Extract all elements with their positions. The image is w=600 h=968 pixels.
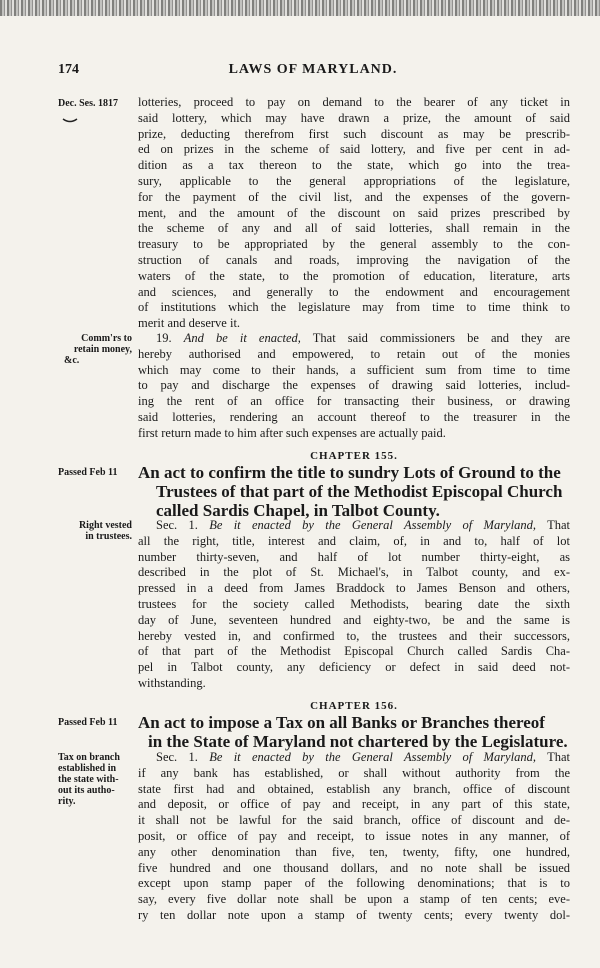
text-line: treasury to be appropriated by the general assembly to the con- bbox=[138, 237, 570, 252]
title-line: in the State of Maryland not chartered by the Legislature. bbox=[148, 732, 568, 751]
text-line: if any bank has established, or shall without authority from the bbox=[138, 765, 570, 780]
margin-passed-155: Passed Feb 11 bbox=[58, 467, 118, 478]
text-line: to pay and discharge the expenses of drawing said lotteries, includ- bbox=[138, 378, 570, 393]
text-line: withstanding. bbox=[138, 675, 206, 690]
text-line: of that part of the Methodist Episcopal Church called Sardis Cha- bbox=[138, 644, 570, 659]
text-line: sury, applicable to the general appropriations of the legislature, bbox=[138, 173, 570, 188]
margin-line: Right vested bbox=[78, 520, 132, 531]
margin-line: retain money, bbox=[73, 344, 132, 355]
text-line: and deposit, or office of pay and receipt, in any part of this state, bbox=[138, 797, 570, 812]
text-line: hereby authorised and empowered, to retain out of the monies bbox=[138, 346, 570, 361]
margin-session: Dec. Ses. 1817 bbox=[58, 98, 118, 109]
margin-line: in trustees. bbox=[85, 531, 132, 542]
running-title: LAWS OF MARYLAND. bbox=[228, 62, 398, 77]
section-label: Sec. 1. bbox=[156, 750, 198, 764]
chapter-156-heading: CHAPTER 156. bbox=[310, 700, 398, 712]
text-line: state first had and obtained, establish any branch, office of discount bbox=[138, 781, 570, 796]
page-header bbox=[58, 62, 568, 82]
text-line: except upon stamp paper of the following denominations; that is to bbox=[138, 876, 570, 891]
text-line: first return made to him after such expenses are actually paid. bbox=[138, 425, 446, 440]
margin-commrs bbox=[40, 333, 132, 366]
section-19 bbox=[138, 331, 570, 442]
text-line: pel in Talbot county, any deficiency or defect in said deed not- bbox=[138, 660, 570, 675]
text-line: prize, deducting therefrom first such discount as may be prescrib- bbox=[138, 126, 570, 141]
title-line: An act to impose a Tax on all Banks or Branches thereof bbox=[138, 713, 545, 732]
margin-passed-156: Passed Feb 11 bbox=[58, 717, 118, 728]
text-line: ry ten dollar note upon a stamp of twenty cents; every twenty dol- bbox=[138, 907, 570, 922]
chapter-155-heading: CHAPTER 155. bbox=[310, 450, 398, 462]
text-line: described in the plot of St. Michael's, in Talbot county, and ex- bbox=[138, 565, 570, 580]
text-line: five hundred and one thousand dollars, and no note shall be issued bbox=[138, 860, 570, 875]
text-line: ing the rent of an office for transacting their business, or drawing bbox=[138, 394, 570, 409]
text-line: the scheme of any and all of said lotteries, shall remain in the bbox=[138, 221, 570, 236]
text-line: all the right, title, interest and claim, of, in and to, half of lot bbox=[138, 533, 570, 548]
section-lottery-text bbox=[138, 95, 570, 332]
margin-line: &c. bbox=[64, 355, 80, 366]
enacting-clause: And be it enacted, bbox=[183, 331, 301, 345]
text-line: for the payment of the civil list, and the expenses of the govern- bbox=[138, 189, 570, 204]
text-fragment: That said commissioners be and they are bbox=[312, 331, 570, 345]
chapter-156-body bbox=[138, 750, 570, 924]
text-line: ed on prizes in the scheme of said lottery, and five per cent in ad- bbox=[138, 142, 570, 157]
enacting-clause: Be it enacted by the General Assembly of Maryland, bbox=[209, 750, 536, 764]
margin-tax-branch bbox=[58, 752, 136, 807]
section-first-line bbox=[138, 518, 570, 534]
text-line: said lotteries, rendering an account thereof to the treasurer in the bbox=[138, 409, 570, 424]
text-fragment: That bbox=[547, 750, 570, 764]
page-number: 174 bbox=[58, 62, 79, 77]
margin-line: established in bbox=[58, 763, 117, 774]
text-line: trustees for the society called Methodists, bearing date the sixth bbox=[138, 596, 570, 611]
text-line: pressed in a deed from James Braddock to James Benson and others, bbox=[138, 581, 570, 596]
chapter-156-title bbox=[138, 713, 570, 751]
text-line: waters of the state, to the promotion of education, literature, arts bbox=[138, 268, 570, 283]
chapter-155-title bbox=[138, 463, 570, 520]
scan-edge bbox=[0, 0, 600, 16]
text-line: ment, and the amount of the discount on said prizes prescribed by bbox=[138, 205, 570, 220]
margin-right-vested bbox=[40, 520, 132, 542]
margin-line: Tax on branch bbox=[58, 752, 120, 763]
text-line: dition as a tax thereon to the state, which go into the trea- bbox=[138, 158, 570, 173]
text-line: and sciences, and generally to the endowment and encouragement bbox=[138, 284, 570, 299]
section-19-first-line bbox=[138, 331, 570, 347]
section-label: Sec. 1. bbox=[156, 518, 198, 532]
text-line: lotteries, proceed to pay on demand to the bearer of any ticket in bbox=[138, 95, 570, 109]
title-line: Trustees of that part of the Methodist Episcopal Church bbox=[156, 482, 563, 501]
chapter-155-body bbox=[138, 518, 570, 692]
text-line: it shall not be lawful for the said branch, office of discount and de- bbox=[138, 813, 570, 828]
title-line: called Sardis Chapel, in Talbot County. bbox=[156, 501, 440, 520]
title-line: An act to confirm the title to sundry Lots of Ground to the bbox=[138, 463, 561, 482]
text-line: said lottery, which may have drawn a prize, the amount of said bbox=[138, 110, 570, 125]
text-line: which may come to their hands, a sufficient sum from time to time bbox=[138, 362, 570, 377]
margin-line: Comm'rs to bbox=[81, 333, 132, 344]
section-first-line bbox=[138, 750, 570, 766]
text-line: struction of canals and roads, improving the navigation of the bbox=[138, 252, 570, 267]
section-number: 19. bbox=[156, 331, 172, 345]
text-line: number thirty-seven, and half of lot number thirty-eight, as bbox=[138, 549, 570, 564]
margin-line: rity. bbox=[58, 796, 76, 807]
text-line: posit, or office of pay and receipt, to issue notes in any manner, of bbox=[138, 828, 570, 843]
margin-line: out its autho- bbox=[58, 785, 115, 796]
text-line: hereby vested in, and confirmed to, the trustees and their successors, bbox=[138, 628, 570, 643]
text-line: any other denomination than five, ten, twenty, fifty, one hundred, bbox=[138, 844, 570, 859]
text-fragment: That bbox=[547, 518, 570, 532]
text-line: of institutions which the legislature may from time to time think to bbox=[138, 300, 570, 315]
margin-line: the state with- bbox=[58, 774, 119, 785]
enacting-clause: Be it enacted by the General Assembly of Maryland, bbox=[209, 518, 536, 532]
text-line: day of June, seventeen hundred and eighty-two, be and the same is bbox=[138, 612, 570, 627]
text-line: say, every five dollar note shall be upon a stamp of ten cents; eve- bbox=[138, 892, 570, 907]
bracket-mark bbox=[62, 118, 78, 124]
text-line: merit and deserve it. bbox=[138, 316, 241, 331]
